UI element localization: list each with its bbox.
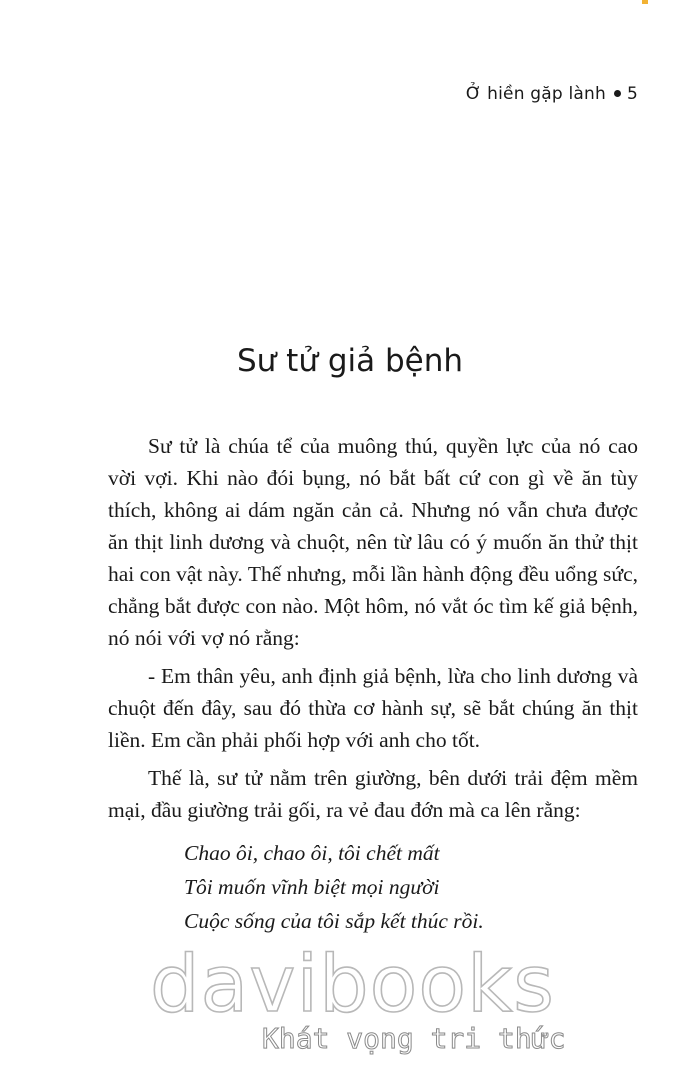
watermark xyxy=(150,940,570,1059)
watermark-logo: davibooks xyxy=(150,940,555,1030)
paragraph-2: - Em thân yêu, anh định giả bệnh, lừa cho linh dương và chuột đến đây, sau đó thừa cơ hành sự, sẽ bắt chúng ăn thịt liền. Em cần phải phối hợp với anh cho tốt. xyxy=(108,664,638,752)
paragraph-1: Sư tử là chúa tể của muông thú, quyền lực của nó cao vời vợi. Khi nào đói bụng, nó bắt bất cứ con gì về ăn tùy thích, không ai dám ngăn cản cả. Nhưng nó vẫn chưa được ăn thịt linh dương và chuột, nên từ lâu có ý muốn ăn thử thịt hai con vật này. Thế nhưng, mỗi lần hành động đều uổng sức, chẳng bắt được con nào. Một hôm, nó vắt óc tìm kế giả bệnh, nó nói với vợ nó rằng: xyxy=(108,434,638,650)
song-line-1: Chao ôi, chao ôi, tôi chết mất xyxy=(184,841,440,865)
bullet-icon xyxy=(614,90,621,97)
running-title: Ở hiền gặp lành xyxy=(465,84,606,104)
watermark-slogan: Khát vọng tri thức xyxy=(262,1022,566,1055)
body-text xyxy=(108,430,638,938)
running-header xyxy=(466,84,638,104)
paragraph-3: Thế là, sư tử nằm trên giường, bên dưới trải đệm mềm mại, đầu giường trải gối, ra vẻ đau đớn mà ca lên rằng: xyxy=(108,766,638,822)
song-line-2: Tôi muốn vĩnh biệt mọi người xyxy=(184,875,440,899)
song-verse xyxy=(184,836,638,938)
song-line-3: Cuộc sống của tôi sắp kết thúc rồi. xyxy=(184,909,484,933)
page-number: 5 xyxy=(626,84,638,104)
chapter-title: Sư tử giả bệnh xyxy=(236,343,464,379)
corner-mark xyxy=(642,0,648,4)
